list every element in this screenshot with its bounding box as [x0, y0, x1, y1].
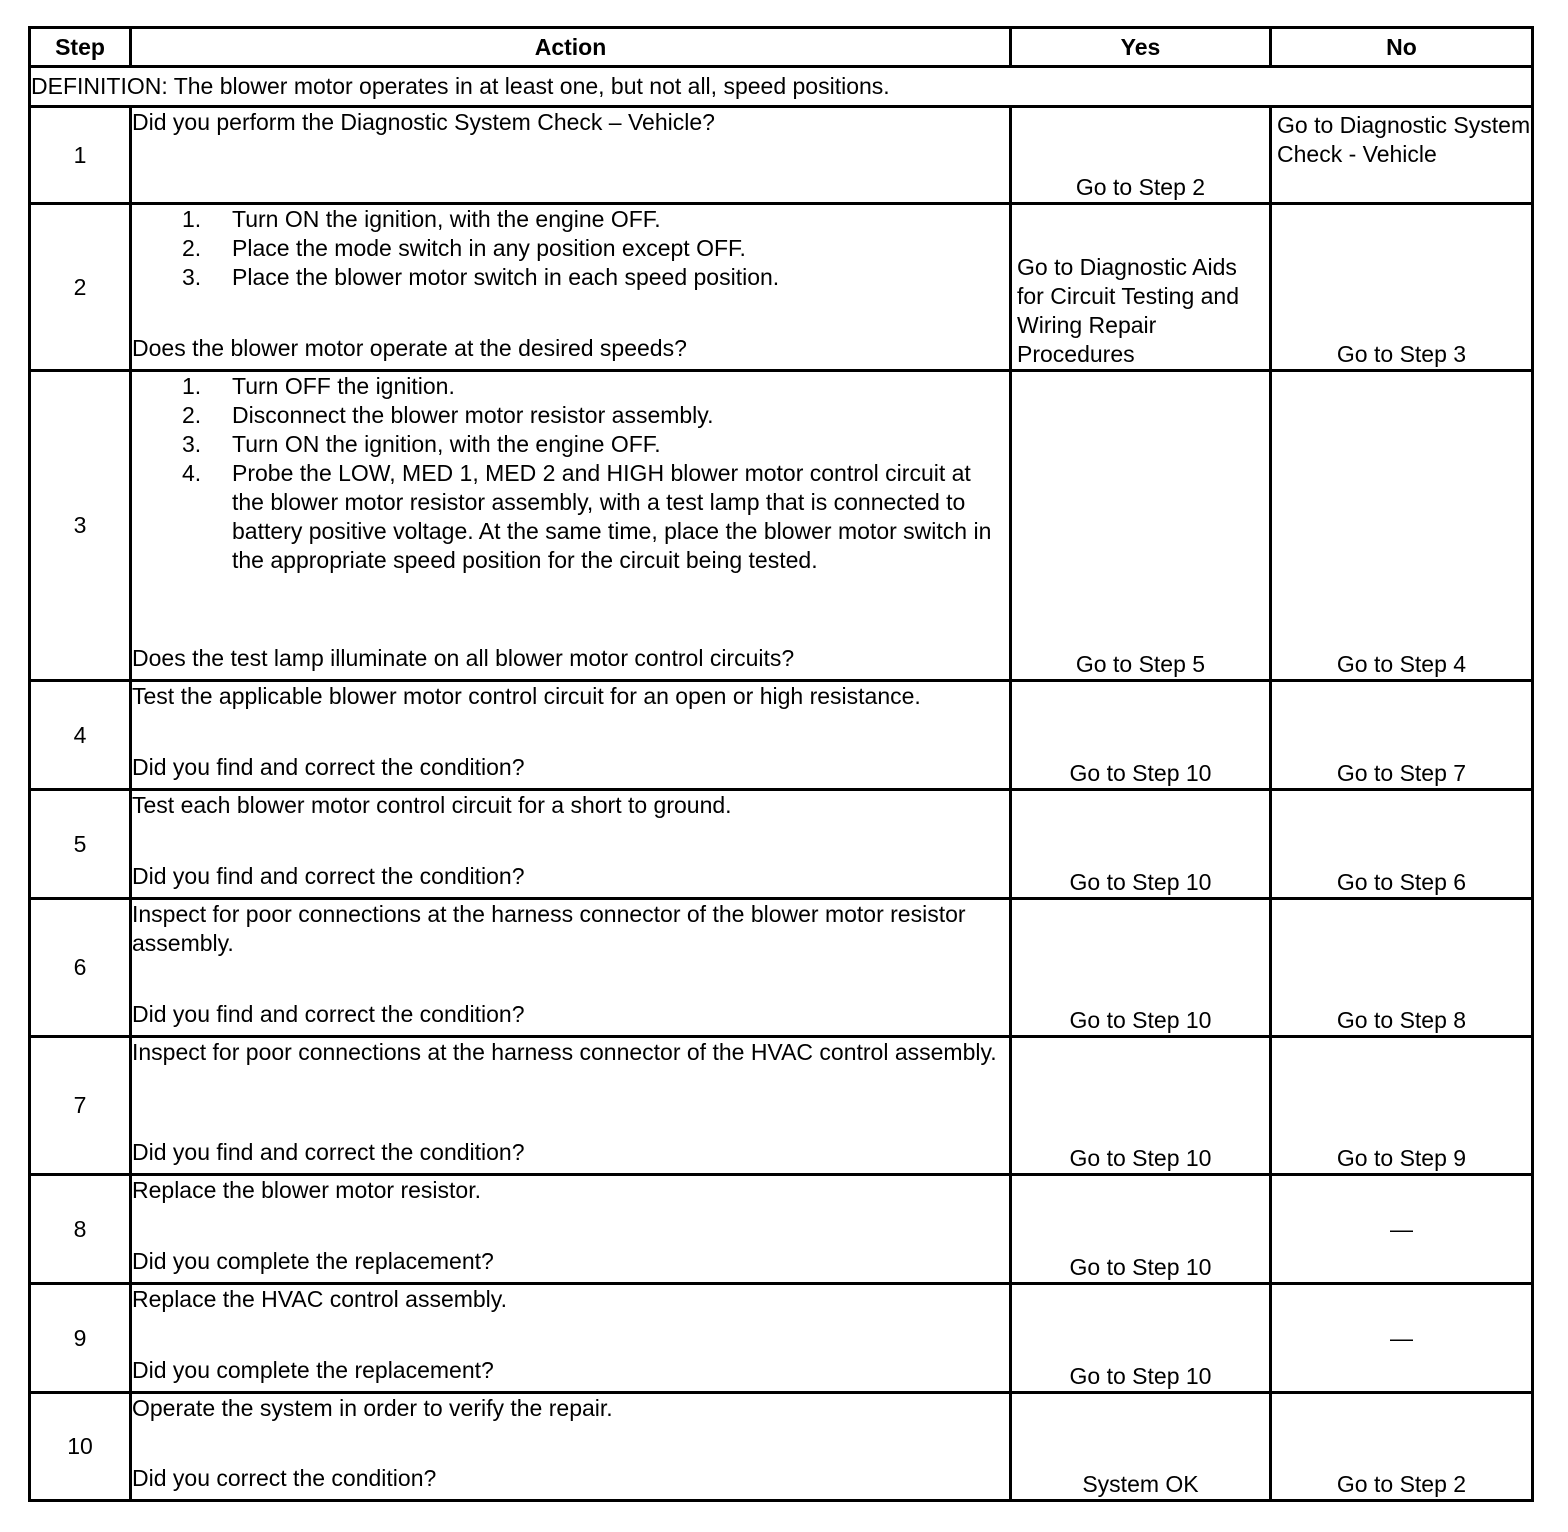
action-cell — [131, 790, 1011, 899]
action-cell — [131, 1037, 1011, 1175]
yes-cell: Go to Step 10 — [1011, 681, 1271, 790]
no-cell: Go to Step 4 — [1271, 371, 1533, 681]
action-instruction: Inspect for poor connections at the harness connector of the HVAC control assembly. — [132, 1039, 997, 1065]
action-question: Did you complete the replacement? — [132, 1357, 494, 1383]
yes-cell: Go to Step 2 — [1011, 107, 1271, 204]
header-row — [30, 28, 1533, 67]
definition-text: DEFINITION: The blower motor operates in at least one, but not all, speed positions. — [30, 67, 1533, 107]
table-row — [30, 1175, 1533, 1284]
step-number: 2 — [30, 204, 131, 371]
step-number: 8 — [30, 1175, 131, 1284]
substep: 2. Disconnect the blower motor resistor assembly. — [182, 402, 714, 428]
substep-list — [132, 205, 1009, 292]
action-question: Did you find and correct the condition? — [132, 863, 525, 889]
header-yes: Yes — [1011, 28, 1271, 67]
table-row — [30, 790, 1533, 899]
action-question: Did you find and correct the condition? — [132, 1001, 525, 1027]
step-number: 5 — [30, 790, 131, 899]
action-instruction: Inspect for poor connections at the harness connector of the blower motor resistor assembly. — [132, 901, 966, 956]
table-row — [30, 371, 1533, 681]
yes-cell: Go to Step 10 — [1011, 1037, 1271, 1175]
action-instruction: Test the applicable blower motor control circuit for an open or high resistance. — [132, 683, 921, 709]
action-cell — [131, 371, 1011, 681]
action-cell — [131, 899, 1011, 1037]
action-question: Does the blower motor operate at the desired speeds? — [132, 335, 687, 361]
substep: 1. Turn ON the ignition, with the engine OFF. — [182, 206, 661, 232]
table-row — [30, 107, 1533, 204]
step-number: 6 — [30, 899, 131, 1037]
no-cell: Go to Step 2 — [1271, 1393, 1533, 1501]
action-question: Did you correct the condition? — [132, 1465, 437, 1491]
step-number: 9 — [30, 1284, 131, 1393]
step-number: 10 — [30, 1393, 131, 1501]
yes-cell: System OK — [1011, 1393, 1271, 1501]
action-question: Did you find and correct the condition? — [132, 1139, 525, 1165]
step-number: 3 — [30, 371, 131, 681]
yes-cell: Go to Step 10 — [1011, 1175, 1271, 1284]
action-cell — [131, 204, 1011, 371]
table-row — [30, 1284, 1533, 1393]
header-step: Step — [30, 28, 131, 67]
table-row — [30, 1037, 1533, 1175]
action-cell — [131, 107, 1011, 204]
table-row — [30, 681, 1533, 790]
yes-cell: Go to Step 10 — [1011, 899, 1271, 1037]
no-cell: — — [1271, 1175, 1533, 1284]
action-instruction: Test each blower motor control circuit for a short to ground. — [132, 792, 732, 818]
action-cell — [131, 1393, 1011, 1501]
no-cell: Go to Step 6 — [1271, 790, 1533, 899]
no-cell: Go to Step 7 — [1271, 681, 1533, 790]
action-cell — [131, 1175, 1011, 1284]
action-instruction: Replace the blower motor resistor. — [132, 1177, 481, 1203]
no-cell: Go to Step 8 — [1271, 899, 1533, 1037]
table-row — [30, 1393, 1533, 1501]
no-cell: Go to Diagnostic System Check - Vehicle — [1271, 107, 1533, 204]
substep-list — [132, 372, 1009, 575]
step-number: 1 — [30, 107, 131, 204]
yes-cell: Go to Step 5 — [1011, 371, 1271, 681]
action-question: Did you complete the replacement? — [132, 1248, 494, 1274]
table-row — [30, 204, 1533, 371]
yes-cell: Go to Step 10 — [1011, 790, 1271, 899]
substep: 1. Turn OFF the ignition. — [182, 373, 455, 399]
action-cell — [131, 1284, 1011, 1393]
no-cell: Go to Step 9 — [1271, 1037, 1533, 1175]
table-row — [30, 899, 1533, 1037]
substep: 2. Place the mode switch in any position except OFF. — [182, 235, 746, 261]
header-no: No — [1271, 28, 1533, 67]
action-instruction: Operate the system in order to verify the repair. — [132, 1395, 613, 1421]
action-question: Did you find and correct the condition? — [132, 754, 525, 780]
action-instruction: Did you perform the Diagnostic System Check – Vehicle? — [132, 109, 715, 135]
action-instruction: Replace the HVAC control assembly. — [132, 1286, 507, 1312]
yes-cell: Go to Diagnostic Aids for Circuit Testing and Wiring Repair Procedures — [1011, 204, 1271, 371]
action-question: Does the test lamp illuminate on all blower motor control circuits? — [132, 645, 795, 671]
diagnostic-table — [28, 26, 1534, 1502]
definition-row — [30, 67, 1533, 107]
header-action: Action — [131, 28, 1011, 67]
no-cell: — — [1271, 1284, 1533, 1393]
action-cell — [131, 681, 1011, 790]
step-number: 7 — [30, 1037, 131, 1175]
step-number: 4 — [30, 681, 131, 790]
no-cell: Go to Step 3 — [1271, 204, 1533, 371]
substep: 3. Place the blower motor switch in each speed position. — [182, 264, 780, 290]
yes-cell: Go to Step 10 — [1011, 1284, 1271, 1393]
substep: 4. Probe the LOW, MED 1, MED 2 and HIGH blower motor control circuit at the blower motor resistor assembly, with a test lamp that is connected to battery positive voltage. At the same time, place the blower motor switch in the appropriate speed position for the circuit being tested. — [182, 460, 992, 573]
substep: 3. Turn ON the ignition, with the engine OFF. — [182, 431, 661, 457]
